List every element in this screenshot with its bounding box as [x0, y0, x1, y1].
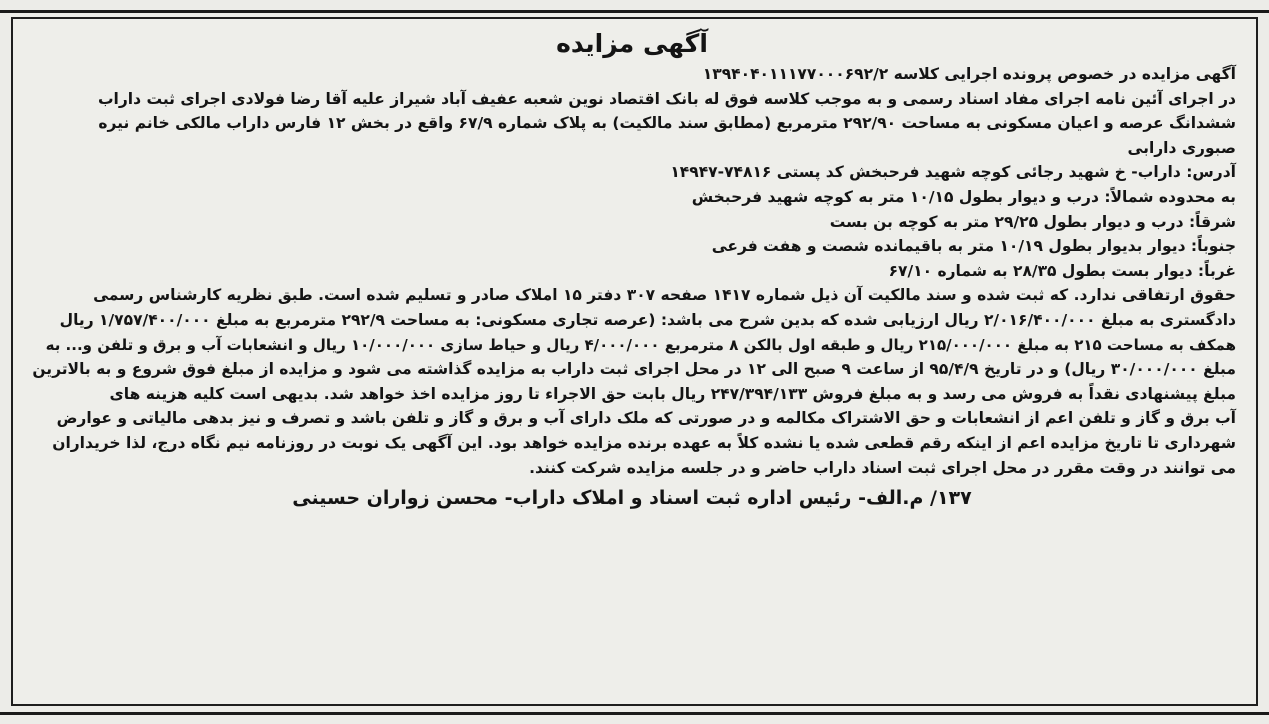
address-line: آدرس: داراب- خ شهید رجائی کوچه شهید فرحبخش کد پستی ۷۴۸۱۶-۱۴۹۴۷ [670, 163, 1236, 182]
body-line: در اجرای آئین نامه اجرای مفاد اسناد رسمی و به موجب کلاسه فوق له بانک اقتصاد نوین شعبه عفیف آباد شیراز علیه آقا رضا فولادی اجرای ثبت داراب [97, 89, 1236, 108]
bottom-divider [0, 712, 1269, 715]
body-line: می توانند در وقت مقرر در محل اجرای ثبت اسناد داراب حاضر و در جلسه مزایده شرکت کنند. [529, 458, 1236, 477]
owner-line: صبوری دارابی [1127, 138, 1236, 157]
body-line: ششدانگ عرصه و اعیان مسکونی به مساحت ۲۹۲/۹۰ مترمربع (مطابق سند مالکیت) به پلاک شماره ۶۷/۹ واقع در بخش ۱۲ فارس داراب مالکی خانم نیره [98, 114, 1236, 133]
notice-signature: ۱۳۷/ م.الف- رئیس اداره ثبت اسناد و املاک داراب- محسن زواران حسینی [292, 487, 972, 510]
boundary-north: به محدوده شمالاً: درب و دیوار بطول ۱۰/۱۵ متر به کوچه شهید فرحبخش [691, 187, 1236, 206]
boundary-east: شرقاً: درب و دیوار بطول ۲۹/۲۵ متر به کوچه بن بست [829, 212, 1236, 231]
body-line: حقوق ارتفاقی ندارد. که ثبت شده و سند مالکیت آن ذیل شماره ۱۴۱۷ صفحه ۳۰۷ دفتر ۱۵ املاک صادر و تسلیم شده است. طبق نظریه کارشناس رسمی [93, 286, 1236, 305]
body-line: دادگستری به مبلغ ۲/۰۱۶/۴۰۰/۰۰۰ ریال ارزیابی شده که بدین شرح می باشد: (عرصه تجاری مسکونی: به مساحت ۲۹۲/۹ مترمربع به مبلغ ۱/۷۵۷/۴۰۰/۰۰۰ ریال [59, 310, 1236, 329]
boundary-south: جنوباً: دیوار بدیوار بطول ۱۰/۱۹ متر به باقیمانده شصت و هفت فرعی [711, 237, 1236, 256]
body-line: مبلغ پیشنهادی نقداً به فروش می رسد و به مبلغ فروش ۲۴۷/۳۹۴/۱۳۳ ریال بابت حق الاجراء تا روز مزایده اخذ خواهد شد. بدیهی است کلیه هزینه های [109, 384, 1236, 403]
body-line: مبلغ ۳۰/۰۰۰/۰۰۰ ریال) و در تاریخ ۹۵/۴/۹ از ساعت ۹ صبح الی ۱۲ در محل اجرای ثبت داراب به مزایده گذاشته می شود و مزایده از مبلغ فوق شروع و به بالاترین [32, 360, 1236, 379]
body-line: همکف به مساحت ۲۱۵ به مبلغ ۲۱۵/۰۰۰/۰۰۰ ریال و طبقه اول بالکن ۸ مترمربع ۴/۰۰۰/۰۰۰ ریال و حیاط سازی ۱۰/۰۰۰/۰۰۰ ریال و انشعابات آب و برق و تلفن و... به [45, 335, 1236, 354]
auction-notice [28, 26, 1236, 512]
top-divider [0, 10, 1269, 13]
body-line: شهرداری تا تاریخ مزایده اعم از اینکه رقم قطعی شده یا نشده کلاً به عهده برنده مزایده خواهد بود. این آگهی یک نوبت در روزنامه نیم نگاه درج، لذا خریداران [52, 433, 1236, 452]
notice-body [28, 62, 1236, 480]
case-number-line: آگهی مزایده در خصوص پرونده اجرایی کلاسه ۱۳۹۴۰۴۰۱۱۱۷۷۰۰۰۶۹۲/۲ [702, 65, 1236, 83]
body-line: آب برق و گاز و تلفن اعم از انشعابات و حق الاشتراک مکالمه و در صورتی که ملک دارای آب و برق و گاز و تلفن باشد و تصرف و نیز بدهی مالیاتی و عوارض [56, 409, 1236, 428]
notice-title: آگهی مزایده [556, 29, 708, 58]
boundary-west: غرباً: دیوار بست بطول ۲۸/۳۵ به شماره ۶۷/۱۰ [888, 261, 1236, 280]
